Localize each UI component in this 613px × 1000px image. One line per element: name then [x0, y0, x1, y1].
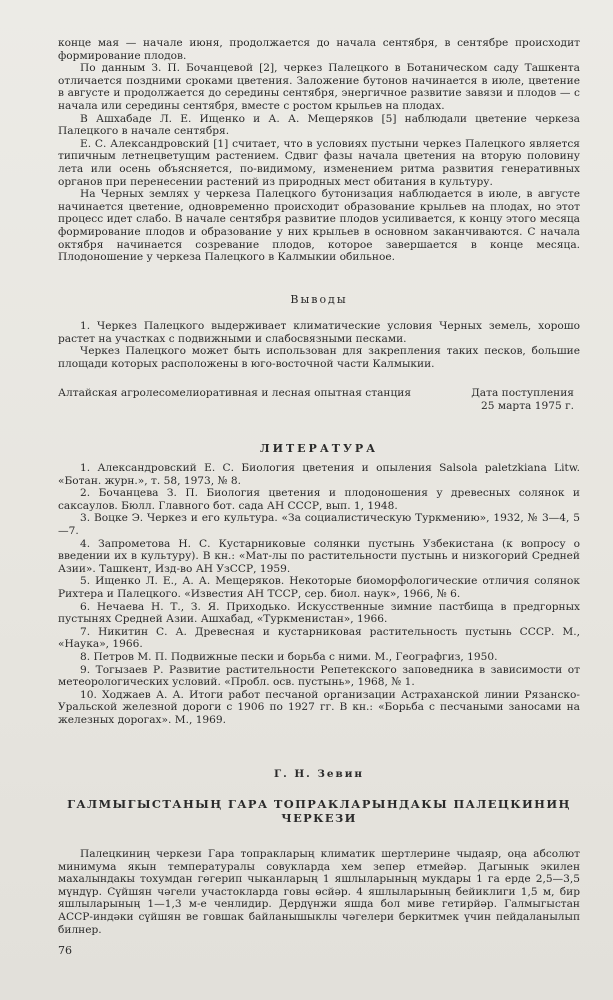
reference-item: 5. Ищенко Л. Е., А. А. Мещеряков. Некоторые биоморфологические отличия солянок Рихтера и Палецкого. «Известия АН ТССР, сер. биол. наук», 1966, № 6. [58, 575, 580, 600]
article-paragraph: Палецкиниң черкези Гара топракларың климатик шертлерине чыдаяр, оңа абсолют минимума якын температуралы совукларда хем зепер етмейәр. Дагынык экилен махалындакы тохумдан гөгерип чыканларың 1 яшлыларының мукдары 1 га ерде 2,5—3,5 мүндүр. Сүйшян чәгели участокларда говы өсйәр. 4 яшлыларының бейиклиги 1,5 м, бир яшлыларының 1—1,3 м-е ченлидир. Дердүнжи яшда бол миве гетирйәр. Галмыгыстан АССР-индәки сүйшян ве говшак байланышыклы чәгелери беркитмек үчин пейдаланылып билнер. [58, 848, 580, 936]
reference-item: 10. Ходжаев А. А. Итоги работ песчаной организации Астраханской линии Рязанско-Уральской железной дороги с 1906 по 1927 гг. В кн.: «Борьба с песчаными заносами на железных дорогах». М., 1969. [58, 688, 580, 726]
conclusion-2: Черкез Палецкого может быть использован для закрепления таких песков, большие площади которых расположены в юго-восточной части Калмыкии. [58, 345, 580, 370]
article-title-line-2: ЧЕРКЕЗИ [281, 811, 357, 825]
page-number: 76 [58, 944, 72, 957]
paragraph-1: конце мая — начале июня, продолжается до начала сентября, в сентябре происходит формирование плодов. [58, 37, 580, 62]
second-article-author [58, 768, 580, 780]
reference-item: 6. Нечаева Н. Т., З. Я. Приходько. Искусственные зимние пастбища в предгорных пустынях Средней Азии. Ашхабад, «Туркменистан», 1966. [58, 600, 580, 626]
institution: Алтайская агролесомелиоративная и лесная опытная станция [58, 387, 412, 399]
article-title-line-1: ГАЛМЫГЫСТАНЫҢ ГАРА ТОПРАКЛАРЫНДАКЫ ПАЛЕЦКИНИҢ [67, 797, 571, 811]
paragraph-3: В Ашхабаде Л. Е. Ищенко и А. А. Мещеряков [5] наблюдали цветение черкеза Палецкого в начале сентября. [58, 112, 580, 138]
author-name: Г. Н. Зевин [273, 768, 365, 780]
second-article-title [58, 797, 580, 825]
literature-section [58, 442, 580, 455]
paragraph-5: На Черных землях у черкеза Палецкого бутонизация наблюдается в июле, в августе начинается цветение, одновременно происходит образование крыльев на плодах, но этот процесс идет слабо. В начале сентября развитие плодов усиливается, к концу этого месяца формирование плодов и образование у них крыльев в основном заканчиваются. С начала октября начинается созревание плодов, которое завершается в конце месяца. Плодоношение у черкеза Палецкого в Калмыкии обильное. [58, 188, 580, 264]
literature-heading: ЛИТЕРАТУРА [259, 442, 379, 455]
reference-item: 1. Александровский Е. С. Биология цветения и опыления Salsola paletzkiana Litw. «Ботан. журн.», т. 58, 1973, № 8. [58, 462, 580, 487]
reference-item: 3. Воцке Э. Черкез и его культура. «За социалистическую Туркмению», 1932, № 3—4, 5—7. [58, 512, 580, 537]
body-text [58, 37, 580, 264]
conclusions-heading: Выводы [290, 293, 348, 306]
reference-item: 9. Тогызаев Р. Развитие растительности Репетекского заповедника в зависимости от метеорологических условий. «Пробл. осв. пустынь», 1968, № 1. [58, 663, 580, 689]
received-label: Дата поступления [471, 387, 574, 399]
reference-list [58, 462, 580, 726]
second-article-body [58, 848, 580, 936]
conclusion-1: 1. Черкез Палецкого выдерживает климатические условия Черных земель, хорошо растет на участках с подвижными и слабосвязными песками. [58, 320, 580, 345]
reference-item: 4. Запрометова Н. С. Кустарниковые солянки пустынь Узбекистана (к вопросу о введении их в культуру). В кн.: «Мат-лы по растительности пустынь и низкогорий Средней Азии». Ташкент, Изд-во АН УзССР, 1959. [58, 537, 580, 575]
affiliation-block [58, 387, 580, 412]
reference-item: 7. Никитин С. А. Древесная и кустарниковая растительность пустынь СССР. М., «Наука», 1966. [58, 625, 580, 651]
reference-item: 2. Бочанцева З. П. Биология цветения и плодоношения у древесных солянок и саксаулов. Бюлл. Главного бот. сада АН СССР, вып. 1, 1948. [58, 487, 580, 512]
conclusions-body [58, 320, 580, 370]
received-date: 25 марта 1975 г. [481, 399, 574, 412]
reference-item: 8. Петров М. П. Подвижные пески и борьба с ними. М., Географгиз, 1950. [80, 650, 498, 663]
paragraph-4: Е. С. Александровский [1] считает, что в условиях пустыни черкез Палецкого является типичным летнецветущим растением. Сдвиг фазы начала цветения на вторую половину лета или осень объясняется, по-видимому, изменением ритма развития генеративных органов при перенесении растений из природных мест обитания в культуру. [58, 137, 580, 188]
paragraph-2: По данным З. П. Бочанцевой [2], черкез Палецкого в Ботаническом саду Ташкента отличается поздними сроками цветения. Заложение бутонов начинается в июле, цветение в августе и продолжается до середины сентября, энергичное развитие завязи и плодов — с начала или середины сентября, вместе с ростом крыльев на плодах. [58, 62, 580, 112]
conclusions-section [58, 293, 580, 306]
